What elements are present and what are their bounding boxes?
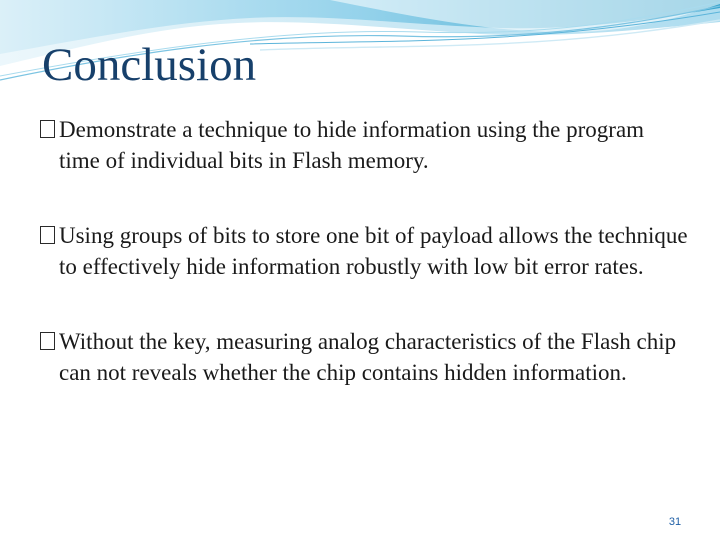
bullet-text: Without the key, measuring analog characteristics of the Flash chip can not reveals whether the chip contains hidden information.	[59, 329, 677, 385]
bullet-box-icon	[40, 332, 55, 350]
bullet-text: Demonstrate a technique to hide information using the program time of individual bits in Flash memory.	[59, 117, 645, 173]
bullet-box-icon	[40, 226, 55, 244]
slide-title: Conclusion	[42, 39, 257, 91]
bullet-list	[40, 114, 690, 432]
bullet-text: Using groups of bits to store one bit of payload allows the technique to effectively hide information robustly with low bit error rates.	[59, 223, 688, 279]
bullet-item	[40, 114, 690, 176]
bullet-item	[40, 220, 690, 282]
bullet-item	[40, 326, 690, 388]
bullet-box-icon	[40, 120, 55, 138]
page-number: 31	[668, 516, 682, 528]
